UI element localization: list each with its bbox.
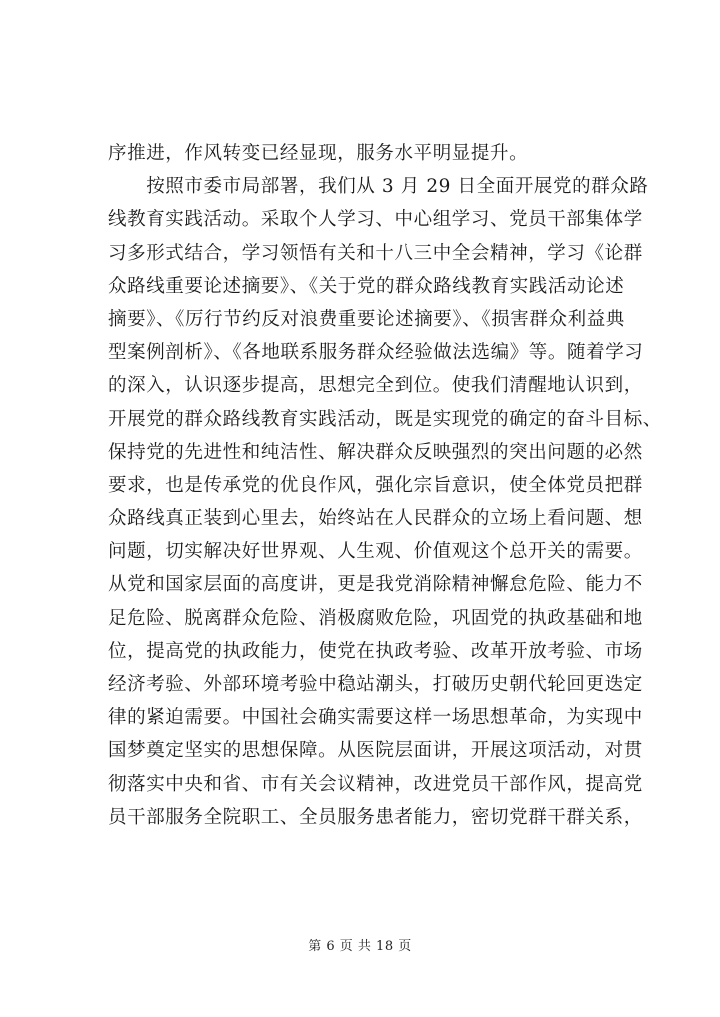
- text-line: 保持党的先进性和纯洁性、解决群众反映强烈的突出问题的必然: [108, 441, 643, 463]
- text-line: 的深入，认识逐步提高，思想完全到位。使我们清醒地认识到，: [108, 375, 643, 397]
- text-line: 习多形式结合，学习领悟有关和十八三中全会精神，学习《论群: [108, 242, 643, 264]
- text-line: 经济考验、外部环境考验中稳站潮头，打破历史朝代轮回更迭定: [108, 674, 643, 695]
- text-line: 摘要》、《厉行节约反对浪费重要论述摘要》、《损害群众利益典: [108, 308, 625, 330]
- text-line: 线教育实践活动。采取个人学习、中心组学习、党员干部集体学: [108, 209, 643, 231]
- text-line: 员干部服务全院职工、全员服务患者能力，密切党群干群关系，: [108, 806, 643, 828]
- text-line: 足危险、脱离群众危险、消极腐败危险，巩固党的执政基础和地: [108, 607, 643, 629]
- body-text: [108, 137, 662, 834]
- text-line: 彻落实中央和省、市有关会议精神，改进党员干部作风，提高党: [108, 773, 643, 795]
- text-line: 国梦奠定坚实的思想保障。从医院层面讲，开展这项活动，对贯: [108, 740, 643, 762]
- text-line: 位，提高党的执政能力，使党在执政考验、改革开放考验、市场: [108, 640, 643, 662]
- text-line: 从党和国家层面的高度讲，更是我党消除精神懈怠危险、能力不: [108, 574, 643, 596]
- text-line: 开展党的群众路线教育实践活动，既是实现党的确定的奋斗目标、: [108, 408, 662, 430]
- text-line: 按照市委市局部署，我们从 3 月 29 日全面开展党的群众路: [108, 176, 649, 198]
- text-line: 众路线真正装到心里去，始终站在人民群众的立场上看问题、想: [108, 508, 643, 530]
- text-line: 律的紧迫需要。中国社会确实需要这样一场思想革命，为实现中: [108, 707, 643, 729]
- text-line: 问题，切实解决好世界观、人生观、价值观这个总开关的需要。: [108, 541, 643, 563]
- text-line: 序推进，作风转变已经显现，服务水平明显提升。: [108, 143, 529, 164]
- text-line: 众路线重要论述摘要》、《关于党的群众路线教育实践活动论述: [108, 275, 625, 297]
- text-line: 型案例剖析》、《各地联系服务群众经验做法选编》等。随着学习: [108, 342, 644, 364]
- page-footer: 第 6 页 共 18 页: [308, 939, 412, 954]
- text-line: 要求，也是传承党的优良作风，强化宗旨意识，使全体党员把群: [108, 474, 643, 496]
